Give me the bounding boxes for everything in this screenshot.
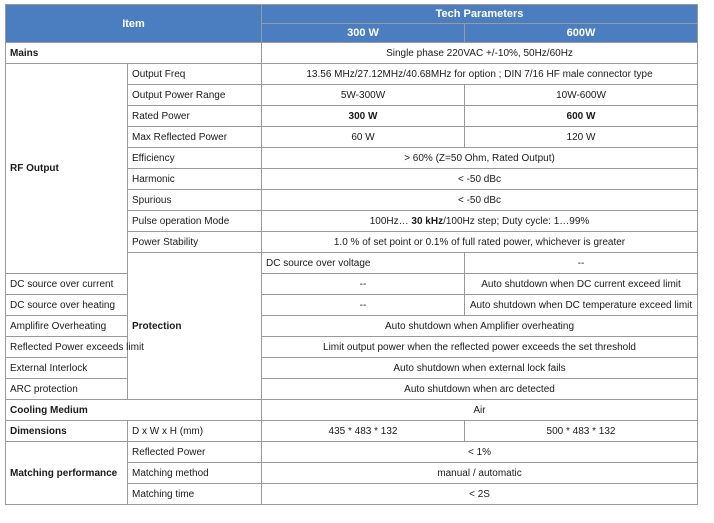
value-300w: -- bbox=[262, 295, 465, 316]
col-300w-header: 300 W bbox=[262, 24, 465, 43]
param-value bbox=[262, 211, 698, 232]
table-row bbox=[6, 337, 698, 358]
param-label: D x W x H (mm) bbox=[128, 421, 262, 442]
table-row bbox=[6, 379, 698, 400]
pulse-pre: 100Hz… bbox=[369, 215, 412, 227]
group-matching-performance: Matching performance bbox=[6, 442, 128, 505]
param-label: DC source over heating bbox=[6, 295, 128, 316]
table-row bbox=[6, 295, 698, 316]
param-value: < 2S bbox=[262, 484, 698, 505]
param-label: Max Reflected Power bbox=[128, 127, 262, 148]
param-label: Output Freq bbox=[128, 64, 262, 85]
tech-parameters-header: Tech Parameters bbox=[262, 5, 698, 24]
value-600w: 120 W bbox=[465, 127, 698, 148]
value-300w: 435 * 483 * 132 bbox=[262, 421, 465, 442]
mains-value: Single phase 220VAC +/-10%, 50Hz/60Hz bbox=[262, 43, 698, 64]
value-600w: Auto shutdown when DC temperature exceed limit bbox=[465, 295, 698, 316]
table-row bbox=[6, 421, 698, 442]
group-dimensions: Dimensions bbox=[6, 421, 128, 442]
param-label: Spurious bbox=[128, 190, 262, 211]
table-row bbox=[6, 64, 698, 85]
table-row bbox=[6, 442, 698, 463]
value-600w: Auto shutdown when DC current exceed limit bbox=[465, 274, 698, 295]
cooling-value: Air bbox=[262, 400, 698, 421]
table-row bbox=[6, 43, 698, 64]
param-label: Power Stability bbox=[128, 232, 262, 253]
table-row bbox=[6, 316, 698, 337]
param-label: DC source over voltage bbox=[262, 253, 465, 274]
param-value: manual / automatic bbox=[262, 463, 698, 484]
param-value: 1.0 % of set point or 0.1% of full rated power, whichever is greater bbox=[262, 232, 698, 253]
value-600w: 10W-600W bbox=[465, 85, 698, 106]
value-600w: 500 * 483 * 132 bbox=[465, 421, 698, 442]
param-value: 13.56 MHz/27.12MHz/40.68MHz for option ; DIN 7/16 HF male connector type bbox=[262, 64, 698, 85]
param-label: Pulse operation Mode bbox=[128, 211, 262, 232]
param-value: < 1% bbox=[262, 442, 698, 463]
value-300w: 5W-300W bbox=[262, 85, 465, 106]
param-label: Reflected Power bbox=[128, 442, 262, 463]
value-300w: 60 W bbox=[262, 127, 465, 148]
table-row bbox=[6, 274, 698, 295]
pulse-bold: 30 kHz bbox=[411, 215, 444, 227]
param-label: Reflected Power exceeds limit bbox=[6, 337, 128, 358]
param-label: Output Power Range bbox=[128, 85, 262, 106]
header-row-1 bbox=[6, 5, 698, 24]
param-label: ARC protection bbox=[6, 379, 128, 400]
value-300w: 300 W bbox=[262, 106, 465, 127]
tech-parameters-table bbox=[5, 4, 698, 505]
table-row bbox=[6, 358, 698, 379]
param-value: > 60% (Z=50 Ohm, Rated Output) bbox=[262, 148, 698, 169]
param-value: Auto shutdown when external lock fails bbox=[262, 358, 698, 379]
param-label: Matching time bbox=[128, 484, 262, 505]
item-header: Item bbox=[6, 5, 262, 43]
param-label: DC source over current bbox=[6, 274, 128, 295]
value-600w: 600 W bbox=[465, 106, 698, 127]
value-300w: -- bbox=[262, 274, 465, 295]
pulse-post: /100Hz step; Duty cycle: 1…99% bbox=[443, 215, 590, 227]
param-label: Efficiency bbox=[128, 148, 262, 169]
table-row bbox=[6, 400, 698, 421]
param-value: < -50 dBc bbox=[262, 169, 698, 190]
param-label: Amplifire Overheating bbox=[6, 316, 128, 337]
param-value: Auto shutdown when arc detected bbox=[262, 379, 698, 400]
param-label: Harmonic bbox=[128, 169, 262, 190]
group-cooling-medium: Cooling Medium bbox=[6, 400, 262, 421]
param-label: External Interlock bbox=[6, 358, 128, 379]
param-value: Auto shutdown when Amplifier overheating bbox=[262, 316, 698, 337]
param-value: Limit output power when the reflected power exceeds the set threshold bbox=[262, 337, 698, 358]
param-label: Rated Power bbox=[128, 106, 262, 127]
group-rf-output: RF Output bbox=[6, 64, 128, 274]
value-300w: -- bbox=[465, 253, 698, 274]
param-value: < -50 dBc bbox=[262, 190, 698, 211]
param-label: Matching method bbox=[128, 463, 262, 484]
col-600w-header: 600W bbox=[465, 24, 698, 43]
group-protection: Protection bbox=[128, 253, 262, 400]
group-mains: Mains bbox=[6, 43, 262, 64]
